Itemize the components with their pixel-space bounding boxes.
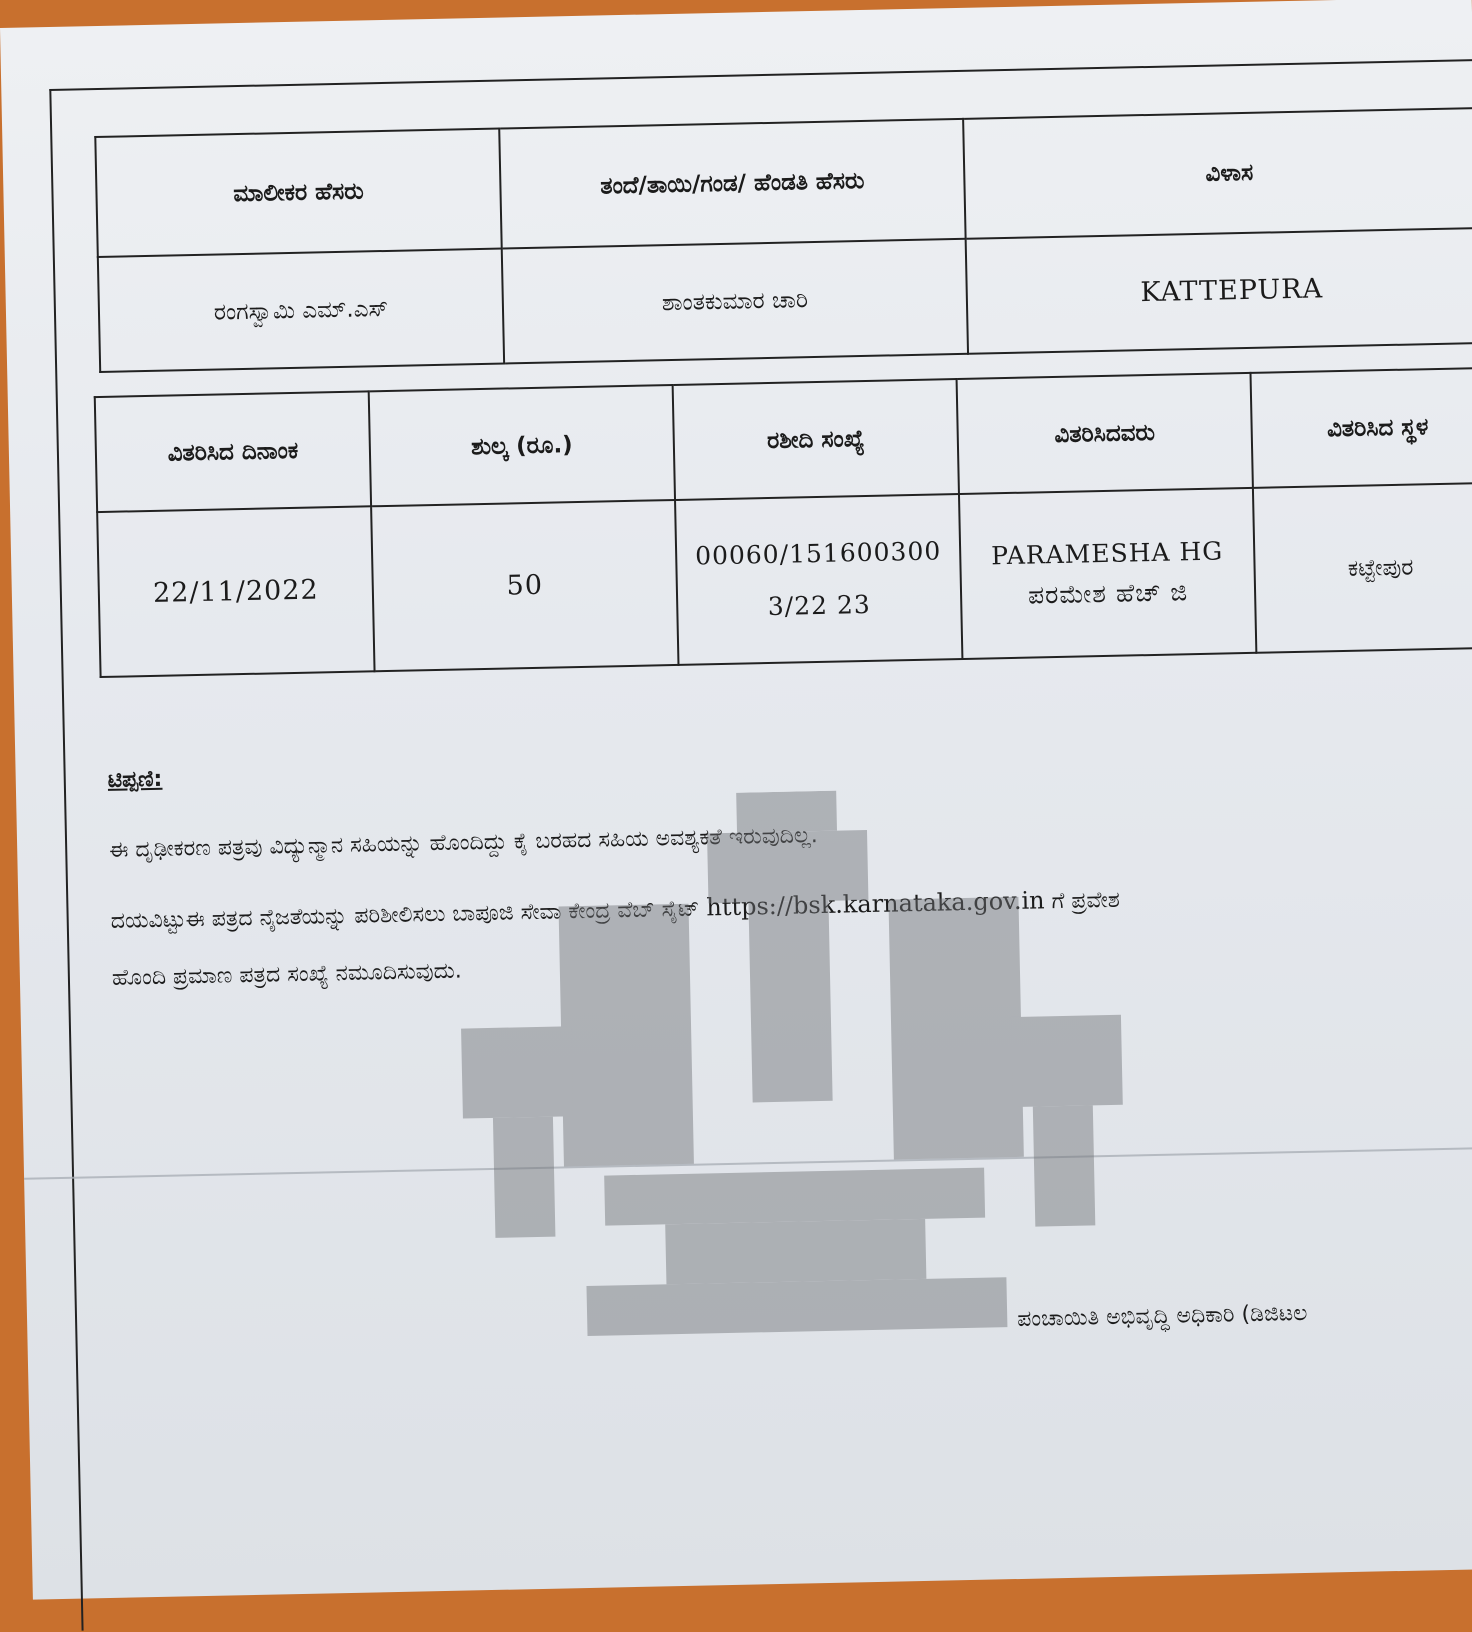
parent-spouse-name-value: ಶಾಂತಕುಮಾರ ಚಾರಿ [502,239,968,364]
note-title: ಟಿಪ್ಪಣಿ: [107,766,163,793]
owner-name-header: ಮಾಲೀಕರ ಹೆಸರು [95,129,501,257]
fee-header: ಶುಲ್ಕ (ರೂ.) [369,385,675,506]
issued-by-header: ವಿತರಿಸಿದವರು [957,373,1253,494]
owner-table [94,107,1472,373]
issue-details-table [94,367,1472,678]
owner-name-value: ರಂಗಸ್ವಾಮಿ ಎಮ್.ಎಸ್ [98,249,504,372]
receipt-number-header: ರಶೀದಿ ಸಂಖ್ಯೆ [673,379,959,500]
issued-date-header: ವಿತರಿಸಿದ ದಿನಾಂಕ [95,391,371,512]
issued-place-value: ಕಟ್ಟೇಪುರ [1253,483,1472,653]
signature-designation: ಪಂಚಾಯಿತಿ ಅಭಿವೃದ್ಧಿ ಅಧಿಕಾರಿ (ಡಿಜಿಟಲ [1017,1300,1308,1332]
bsk-website-link[interactable]: https://bsk.karnataka.gov.in [706,886,1045,922]
note-line-1: ಈ ದೃಢೀಕರಣ ಪತ್ರವು ವಿದ್ಯುನ್ಮಾನ ಸಹಿಯನ್ನು ಹೊಂದಿದ್ದು ಕೈ ಬರಹದ ಸಹಿಯ ಅವಶ್ಯಕತೆ ಇರುವುದಿಲ್ಲ. [108,823,818,863]
receipt-number-value: 00060/1516003003/22 23 [675,494,962,665]
note-line-2-text: ದಯವಿಟ್ಟುಈ ಪತ್ರದ ನೈಜತೆಯನ್ನು ಪರಿಶೀಲಿಸಲು ಬಾಪೂಜಿ ಸೇವಾ ಕೇಂದ್ರ ವೆಬ್ ಸೈಟ್ [110,896,700,934]
parent-spouse-name-header: ತಂದೆ/ತಾಯಿ/ಗಂಡ/ ಹೆಂಡತಿ ಹೆಸರು [499,119,965,249]
address-value: KATTEPURA [966,228,1472,354]
note-line-2-suffix: ಗೆ ಪ್ರವೇಶ [1051,887,1121,915]
issued-by-value: PARAMESHA HG ಪರಮೇಶ ಹೆಚ್ ಜಿ [959,488,1256,659]
note-line-3: ಹೊಂದಿ ಪ್ರಮಾಣ ಪತ್ರದ ಸಂಖ್ಯೆ ನಮೂದಿಸುವುದು. [111,958,463,991]
issued-place-header: ವಿತರಿಸಿದ ಸ್ಥಳ [1250,368,1472,488]
issued-date-value: 22/11/2022 [97,506,374,677]
fee-value: 50 [371,500,678,671]
address-header: ವಿಳಾಸ [963,108,1472,239]
state-emblem-watermark [436,784,1148,1359]
